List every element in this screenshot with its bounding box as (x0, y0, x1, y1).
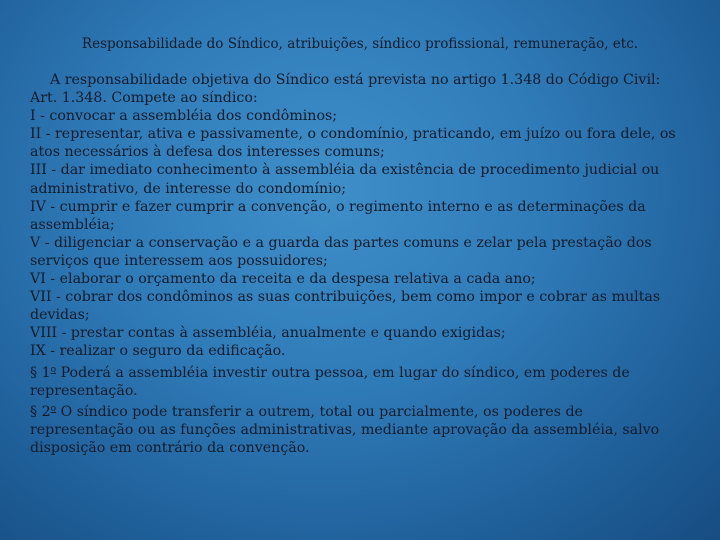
article-item: II - representar, ativa e passivamente, o condomínio, praticando, em juízo ou fora dele, os atos necessários à defesa dos interesses comuns; (30, 126, 676, 161)
paragraph-1-ordinal: o (50, 364, 57, 375)
paragraph-2 (30, 400, 686, 457)
paragraph-1-prefix: § 1 (30, 364, 51, 381)
intro-text: A responsabilidade objetiva do Síndico está prevista no artigo 1.348 do Código Civil: (50, 72, 661, 88)
article-item: VI - elaborar o orçamento da receita e da despesa relativa a cada ano; (30, 271, 536, 288)
article-item: VIII - prestar contas à assembléia, anualmente e quando exigidas; (30, 325, 506, 342)
paragraph-2-text: O síndico pode transferir a outrem, total ou parcialmente, os poderes de representação ou as funções administrativas, mediante aprovação da assembléia, salvo disposição em contrário da convenção. (30, 403, 660, 456)
paragraph-2-prefix: § 2 (30, 403, 51, 420)
article-item: V - diligenciar a conservação e a guarda das partes comuns e zelar pela prestação dos serviços que interessem aos possuidores; (30, 234, 652, 269)
paragraph-1-text: Poderá a assembléia investir outra pessoa, em lugar do síndico, em poderes de representação. (30, 364, 630, 399)
slide-title: Responsabilidade do Síndico, atribuições, síndico profissional, remuneração, etc. (81, 36, 639, 52)
slide-body (30, 71, 686, 457)
article-item: IX - realizar o seguro da edificação. (30, 343, 286, 360)
article-item: IV - cumprir e fazer cumprir a convenção, o regimento interno e as determinações da assembléia; (30, 198, 646, 233)
article-item: VII - cobrar dos condôminos as suas contribuições, bem como impor e cobrar as multas devidas; (30, 289, 661, 324)
article-heading: Art. 1.348. Compete ao síndico: (30, 90, 258, 107)
article-item: III - dar imediato conhecimento à assembléia da existência de procedimento judicial ou administrativo, de interesse do condomínio; (30, 162, 660, 197)
paragraph-1 (30, 361, 686, 400)
article-item: I - convocar a assembléia dos condôminos; (30, 108, 338, 125)
paragraph-2-ordinal: o (50, 403, 57, 414)
